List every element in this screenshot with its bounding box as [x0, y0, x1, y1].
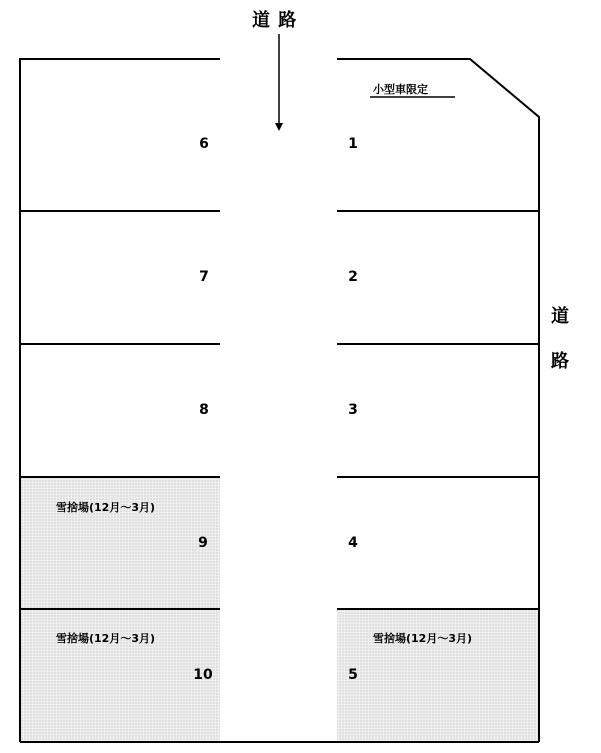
space-4: 4 — [348, 535, 358, 551]
road-label-right-2: 路 — [551, 351, 570, 372]
space-3: 3 — [348, 402, 358, 418]
snow-dump-label-10: 雪捨場(12月～3月) — [56, 632, 156, 645]
space-10: 10 — [193, 667, 213, 683]
small-car-only-note: 小型車限定 — [373, 83, 428, 96]
space-5: 5 — [348, 667, 358, 683]
space-9: 9 — [198, 535, 208, 551]
road-label-right-1: 道 — [551, 306, 570, 327]
snow-dump-label-5: 雪捨場(12月～3月) — [373, 632, 473, 645]
space-6: 6 — [199, 136, 209, 152]
entrance-arrow-icon — [275, 34, 283, 131]
space-1: 1 — [348, 136, 358, 152]
space-2: 2 — [348, 269, 358, 285]
space-7: 7 — [199, 269, 209, 285]
snow-dump-label-9: 雪捨場(12月～3月) — [56, 501, 156, 514]
space-8: 8 — [199, 402, 209, 418]
road-label-top: 道 路 — [252, 10, 298, 31]
